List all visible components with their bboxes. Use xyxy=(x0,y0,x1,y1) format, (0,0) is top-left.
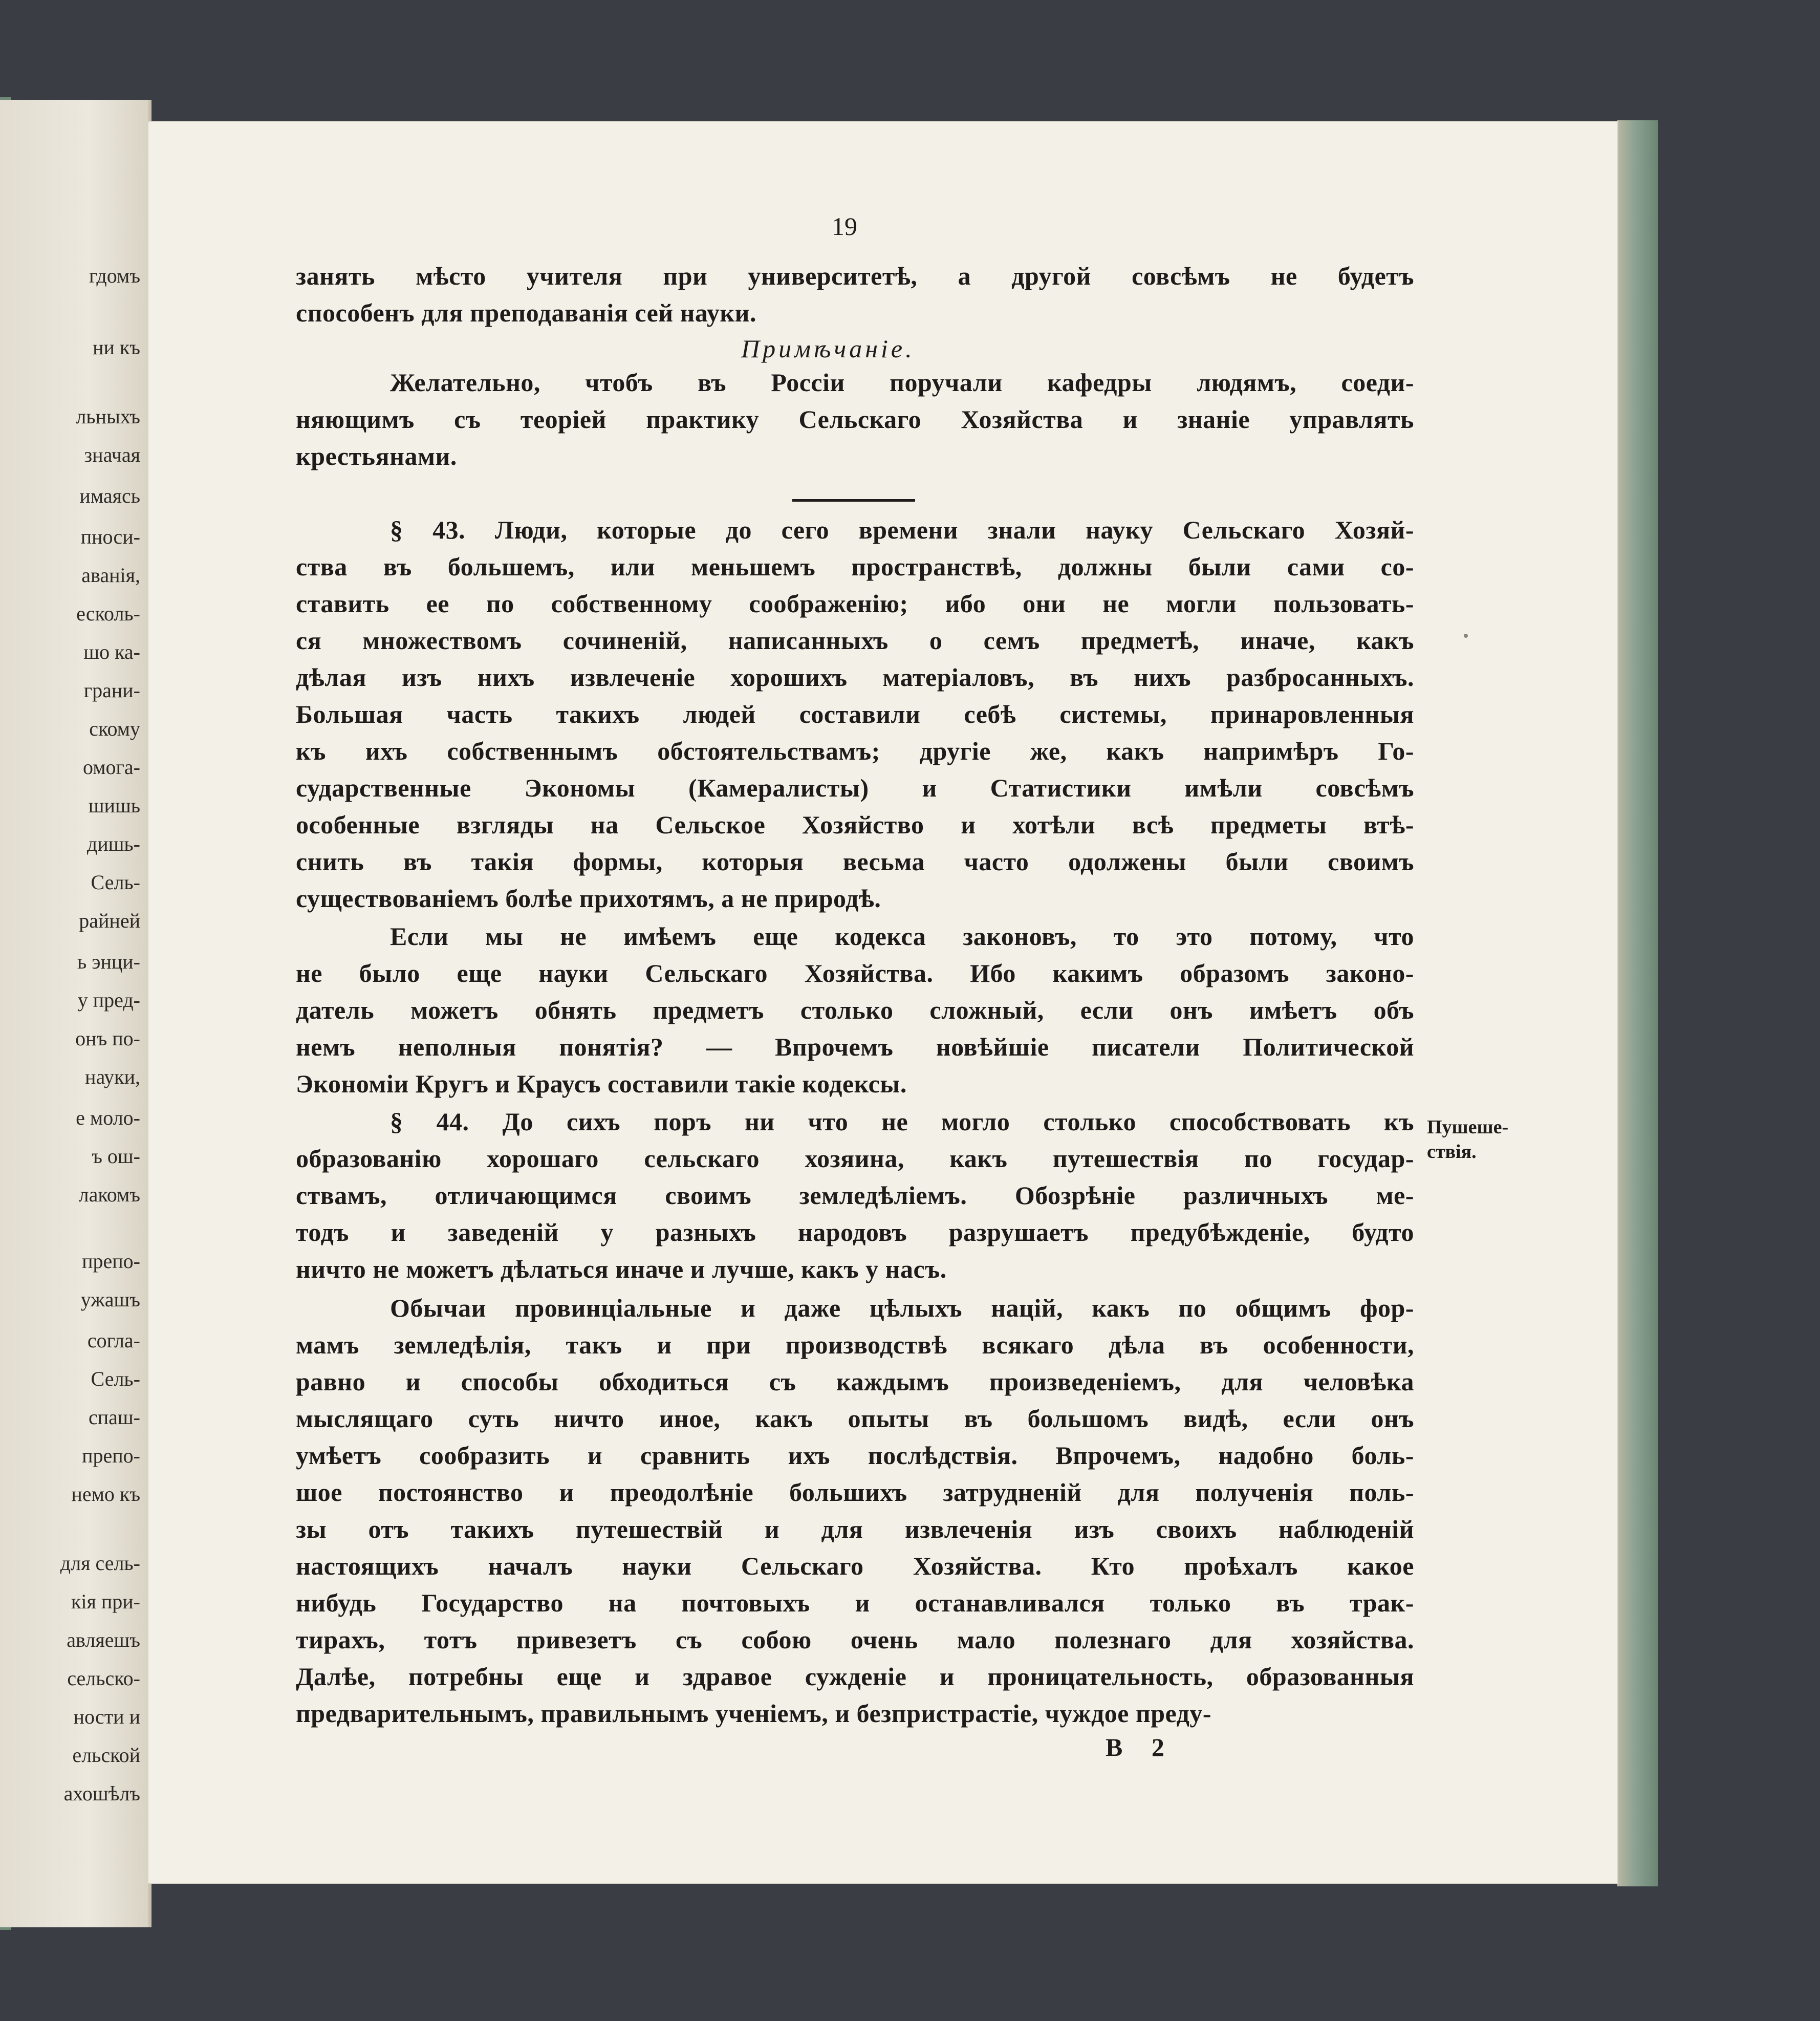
text-line: особенные взгляды на Сельское Хозяйство и хотѣли всѣ предметы втѣ- xyxy=(296,810,1414,839)
text-line: мамъ земледѣлія, такъ и при производствѣ всякаго дѣла въ особенности, xyxy=(296,1330,1414,1359)
left-page-line: препо- xyxy=(82,1250,140,1273)
left-page-line: Сель- xyxy=(91,871,140,894)
left-page-line: шишь xyxy=(88,794,140,817)
text-line: къ ихъ собственнымъ обстоятельствамъ; другіе же, какъ напримѣръ Го- xyxy=(296,737,1414,765)
text-line: шое постоянство и преодолѣніе большихъ затрудненій для полученія поль- xyxy=(296,1478,1414,1507)
text-line: ничто не можетъ дѣлаться иначе и лучше, какъ у насъ. xyxy=(296,1255,947,1283)
note-heading: Примѣчаніе. xyxy=(741,334,915,363)
left-page-line: авляешъ xyxy=(67,1628,140,1651)
text-line: не было еще науки Сельскаго Хозяйства. Ибо какимъ образомъ законо- xyxy=(296,959,1414,987)
left-page-line: значая xyxy=(84,443,140,466)
text-line: крестьянами. xyxy=(296,442,457,470)
text-line: способенъ для преподаванія сей науки. xyxy=(296,298,756,327)
text-line: тодъ и заведеній у разныхъ народовъ разрушаетъ предубѣжденіе, будто xyxy=(296,1218,1414,1246)
left-page-line: немо къ xyxy=(71,1482,140,1506)
left-page-line: онъ по- xyxy=(75,1027,140,1050)
left-page-line: е моло- xyxy=(76,1106,140,1129)
text-line: снить въ такія формы, которыя весьма часто одолжены были своимъ xyxy=(296,847,1414,876)
page-number: 19 xyxy=(832,212,857,241)
signature-mark: В 2 xyxy=(1106,1733,1176,1761)
text-line: настоящихъ началъ науки Сельскаго Хозяйства. Кто проѣхалъ какое xyxy=(296,1552,1414,1580)
right-cover-edge xyxy=(1617,120,1658,1886)
left-page-line: ни къ xyxy=(93,336,140,359)
text-line: Далѣе, потребны еще и здравое сужденіе и проницательность, образованныя xyxy=(296,1662,1414,1691)
margin-note: Пушеше-ствія. xyxy=(1427,1116,1509,1163)
left-page-line: лакомъ xyxy=(78,1183,140,1206)
left-page-line: имаясь xyxy=(79,484,140,507)
left-page-line: аванія, xyxy=(81,564,140,587)
left-page-line: препо- xyxy=(82,1444,140,1467)
left-page-line: ности и xyxy=(73,1705,140,1728)
text-line: няющимъ съ теоріей практику Сельскаго Хозяйства и знаніе управлять xyxy=(296,405,1414,434)
text-line: сударственные Экономы (Камералисты) и Статистики имѣли совсѣмъ xyxy=(296,773,1414,802)
left-page-line: райней xyxy=(79,909,140,932)
text-line: занять мѣсто учителя при университетѣ, а другой совсѣмъ не будетъ xyxy=(296,262,1414,290)
text-line: Обычаи провинціальные и даже цѣлыхъ націй, какъ по общимъ фор- xyxy=(390,1294,1414,1322)
text-line: нибудь Государство на почтовыхъ и останавливался только въ трак- xyxy=(296,1588,1414,1617)
text-line: Желательно, чтобъ въ Россіи поручали кафедры людямъ, соеди- xyxy=(390,368,1414,397)
text-line: Экономіи Кругъ и Краусъ составили такіе кодексы. xyxy=(296,1069,907,1098)
text-line: предварительнымъ, правильнымъ ученіемъ, и безпристрастіе, чуждое преду- xyxy=(296,1699,1212,1728)
text-line: § 43. Люди, которые до сего времени знали науку Сельскаго Хозяй- xyxy=(390,515,1414,544)
left-page-line: ъ ош- xyxy=(92,1145,140,1168)
left-page-line: гдомъ xyxy=(89,264,140,287)
text-line: датель можетъ обнять предметъ столько сложный, если онъ имѣетъ объ xyxy=(296,996,1414,1024)
left-page-line: для сель- xyxy=(60,1552,140,1575)
text-line: существованіемъ болѣе прихотямъ, а не природѣ. xyxy=(296,884,881,913)
left-page-line: согла- xyxy=(87,1329,140,1352)
text-line: немъ неполныя понятія? — Впрочемъ новѣйшіе писатели Политической xyxy=(296,1033,1414,1061)
left-page-line: ужашъ xyxy=(80,1288,140,1311)
text-line: Если мы не имѣемъ еще кодекса законовъ, то это потому, что xyxy=(390,922,1414,951)
text-line: дѣлая изъ нихъ извлеченіе хорошихъ матеріаловъ, въ нихъ разбросанныхъ. xyxy=(296,663,1414,692)
left-page-line: науки, xyxy=(85,1065,140,1088)
text-line: § 44. До сихъ поръ ни что не могло столько способствовать къ xyxy=(390,1107,1414,1136)
text-line: ствамъ, отличающимся своимъ земледѣліемъ. Обозрѣніе различныхъ ме- xyxy=(296,1181,1414,1210)
left-page-line: спаш- xyxy=(88,1406,140,1429)
book-page xyxy=(148,122,1617,1883)
text-line: Большая часть такихъ людей составили себѣ системы, принаровленныя xyxy=(296,700,1414,728)
previous-page-fragment xyxy=(0,100,151,1927)
left-page-line: ахошѣлъ xyxy=(63,1782,140,1805)
text-line: ставить ее по собственному соображенію; ибо они не могли пользовать- xyxy=(296,589,1414,618)
left-page-line: грани- xyxy=(83,679,140,702)
text-line: умѣетъ сообразить и сравнить ихъ послѣдствія. Впрочемъ, надобно боль- xyxy=(296,1441,1414,1470)
left-page-line: Сель- xyxy=(91,1367,140,1390)
section-divider xyxy=(792,499,915,502)
left-page-line: дишь- xyxy=(86,832,140,855)
left-page-line: шо ка- xyxy=(83,640,140,663)
left-page-line: пноси- xyxy=(80,525,140,548)
left-page-line: ь энци- xyxy=(77,950,140,973)
left-page-line: льныхъ xyxy=(76,405,140,428)
text-line: зы отъ такихъ путешествій и для извлеченія изъ своихъ наблюденій xyxy=(296,1515,1414,1543)
text-line: равно и способы обходиться съ каждымъ произведеніемъ, для человѣка xyxy=(296,1367,1414,1396)
text-line: ся множествомъ сочиненій, написанныхъ о семъ предметѣ, иначе, какъ xyxy=(296,626,1414,655)
text-line: тирахъ, тотъ привезетъ съ собою очень мало полезнаго для хозяйства. xyxy=(296,1625,1414,1654)
text-line: образованію хорошаго сельскаго хозяина, какъ путешествія по государ- xyxy=(296,1144,1414,1173)
left-page-line: у пред- xyxy=(77,988,140,1012)
left-page-line: ельской xyxy=(72,1744,140,1767)
ink-spot xyxy=(1464,634,1468,638)
left-page-line: сельско- xyxy=(67,1667,140,1690)
left-page-line: омога- xyxy=(82,756,140,779)
left-page-line: есколь- xyxy=(76,602,140,625)
left-page-line: скому xyxy=(89,717,140,740)
text-line: ства въ большемъ, или меньшемъ пространствѣ, должны были сами со- xyxy=(296,552,1414,581)
left-page-line: кія при- xyxy=(71,1590,140,1613)
text-line: мыслящаго суть ничто иное, какъ опыты въ большомъ видѣ, если онъ xyxy=(296,1404,1414,1433)
